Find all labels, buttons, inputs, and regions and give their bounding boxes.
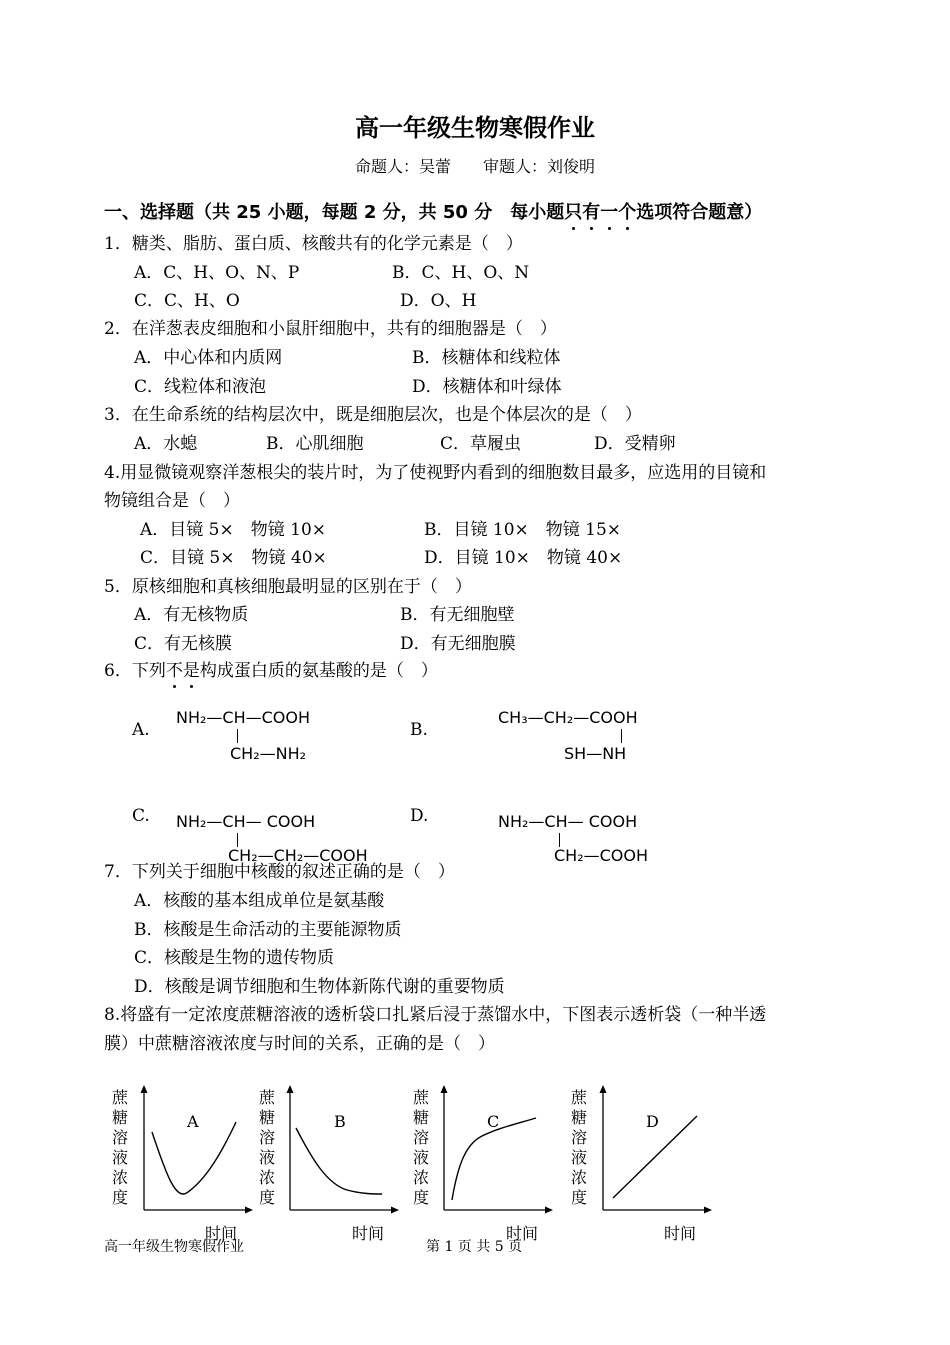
q4-option-d: D．目镜 10× 物镜 40× [424, 548, 623, 568]
q4-option-c: C．目镜 5× 物镜 40× [140, 548, 327, 568]
q7-stem: 7．下列关于细胞中核酸的叙述正确的是（ ） [104, 862, 455, 882]
footer-left: 高一年级生物寒假作业 [104, 1239, 244, 1255]
emphasis-char: 是 [182, 661, 200, 681]
q5-option-c: C．有无核膜 [134, 634, 233, 654]
graph-b-letter: B [334, 1112, 346, 1131]
graph-b-xlabel: 时间 [352, 1224, 385, 1243]
graph-a-letter: A [187, 1112, 199, 1131]
graph-d [571, 1088, 593, 1208]
q3-option-b: B．心肌细胞 [266, 434, 364, 454]
bond-line [237, 729, 238, 743]
q2-option-c: C．线粒体和液泡 [134, 377, 267, 397]
graph-a [112, 1088, 134, 1208]
y-axis-label: 蔗 糖 溶 液 浓 度 [112, 1088, 129, 1207]
q3-option-d: D．受精卵 [594, 434, 676, 454]
y-arrow [287, 1085, 294, 1093]
q6-a-formula-branch: CH₂—NH₂ [230, 744, 307, 763]
q2-stem: 2．在洋葱表皮细胞和小鼠肝细胞中，共有的细胞器是（ ） [104, 319, 557, 339]
graph-d-plot [595, 1084, 715, 1214]
q4-option-a: A．目镜 5× 物镜 10× [140, 520, 327, 540]
q7-option-a: A．核酸的基本组成单位是氨基酸 [134, 891, 385, 911]
q3-stem: 3．在生命系统的结构层次中，既是细胞层次，也是个体层次的是（ ） [104, 405, 642, 425]
q6-d-formula-main: NH₂—CH— COOH [498, 812, 638, 831]
emphasis-char: 有 [582, 202, 601, 223]
bond-line [621, 729, 622, 743]
q5-stem: 5．原核细胞和真核细胞最明显的区别在于（ ） [104, 577, 472, 597]
q6-d-formula-branch: CH₂—COOH [554, 846, 649, 865]
graph-c-plot [436, 1084, 556, 1214]
y-arrow [600, 1085, 607, 1093]
q1-option-d: D．O、H [400, 291, 477, 311]
q8-stem-line2: 膜）中蔗糖溶液浓度与时间的关系，正确的是（ ） [104, 1034, 495, 1054]
emphasis-char: 一 [600, 202, 619, 223]
x-arrow [391, 1207, 399, 1214]
q5-option-d: D．有无细胞膜 [400, 634, 516, 654]
q6-label-b: B. [410, 720, 428, 740]
graph-b-plot [282, 1084, 402, 1214]
page-title: 高一年级生物寒假作业 [355, 114, 595, 142]
bond-line [237, 833, 238, 847]
x-arrow [245, 1207, 253, 1214]
q5-option-a: A．有无核物质 [134, 605, 249, 625]
y-axis-label: 蔗 糖 溶 液 浓 度 [413, 1088, 430, 1207]
q1-option-c: C．C、H、O [134, 291, 240, 311]
curve [296, 1128, 382, 1194]
graph-a-xlabel: 时间 [205, 1224, 238, 1243]
x-arrow [545, 1207, 553, 1214]
q1-option-b: B．C、H、O、N [392, 263, 530, 283]
graph-a-plot [136, 1084, 256, 1214]
graph-c-xlabel: 时间 [506, 1224, 539, 1243]
q6-b-formula-main: CH₃—CH₂—COOH [498, 708, 638, 727]
q6-c-formula-main: NH₂—CH— COOH [176, 812, 316, 831]
q4-stem-line1: 4.用显微镜观察洋葱根尖的装片时，为了使视野内看到的细胞数目最多，应选用的目镜和 [104, 463, 767, 483]
graph-b [259, 1088, 281, 1208]
q6-c-formula-branch: CH₂—CH₂—COOH [228, 846, 368, 865]
y-arrow [141, 1085, 148, 1093]
q2-option-a: A．中心体和内质网 [134, 348, 283, 368]
bond-line [559, 833, 560, 847]
y-arrow [441, 1085, 448, 1093]
q7-option-d: D．核酸是调节细胞和生物体新陈代谢的重要物质 [134, 977, 505, 997]
q4-option-b: B．目镜 10× 物镜 15× [424, 520, 622, 540]
q6-label-a: A. [132, 720, 150, 740]
y-axis-label: 蔗 糖 溶 液 浓 度 [259, 1088, 276, 1207]
curve [152, 1122, 236, 1194]
q3-option-c: C．草履虫 [440, 434, 522, 454]
emphasis-char: 不 [165, 661, 183, 681]
q7-option-b: B．核酸是生命活动的主要能源物质 [134, 920, 402, 940]
q7-option-c: C．核酸是生物的遗传物质 [134, 948, 335, 968]
q1-option-a: A．C、H、O、N、P [134, 263, 300, 283]
section-heading: 一、选择题（共 25 小题，每题 2 分，共 50 分 每小题只有一个选项符合题意） [104, 202, 763, 223]
graph-c [413, 1088, 435, 1208]
emphasis-char: 个 [618, 202, 637, 223]
x-arrow [704, 1207, 712, 1214]
emphasis-char: 只 [564, 202, 583, 223]
q6-b-formula-branch: SH—NH [564, 744, 627, 763]
authors-line: 命题人：吴蕾 审题人：刘俊明 [354, 157, 595, 176]
q1-stem: 1．糖类、脂肪、蛋白质、核酸共有的化学元素是（ ） [104, 234, 523, 254]
y-axis-label: 蔗 糖 溶 液 浓 度 [571, 1088, 588, 1207]
graph-d-letter: D [646, 1112, 659, 1131]
q6-label-d: D. [410, 806, 429, 826]
graph-d-xlabel: 时间 [664, 1224, 697, 1243]
q3-option-a: A．水螅 [134, 434, 198, 454]
q2-option-d: D．核糖体和叶绿体 [412, 377, 562, 397]
q6-label-c: C. [132, 806, 150, 826]
q6-a-formula-main: NH₂—CH—COOH [176, 708, 311, 727]
q5-option-b: B．有无细胞壁 [400, 605, 515, 625]
q4-stem-line2: 物镜组合是（ ） [104, 491, 240, 511]
footer-page-number: 第 1 页 共 5 页 [426, 1239, 523, 1255]
graph-c-letter: C [487, 1112, 500, 1131]
q8-stem-line1: 8.将盛有一定浓度蔗糖溶液的透析袋口扎紧后浸于蒸馏水中，下图表示透析袋（一种半透 [104, 1005, 767, 1025]
q2-option-b: B．核糖体和线粒体 [412, 348, 561, 368]
q6-stem: 6．下列不是构成蛋白质的氨基酸的是（ ） [104, 661, 438, 681]
